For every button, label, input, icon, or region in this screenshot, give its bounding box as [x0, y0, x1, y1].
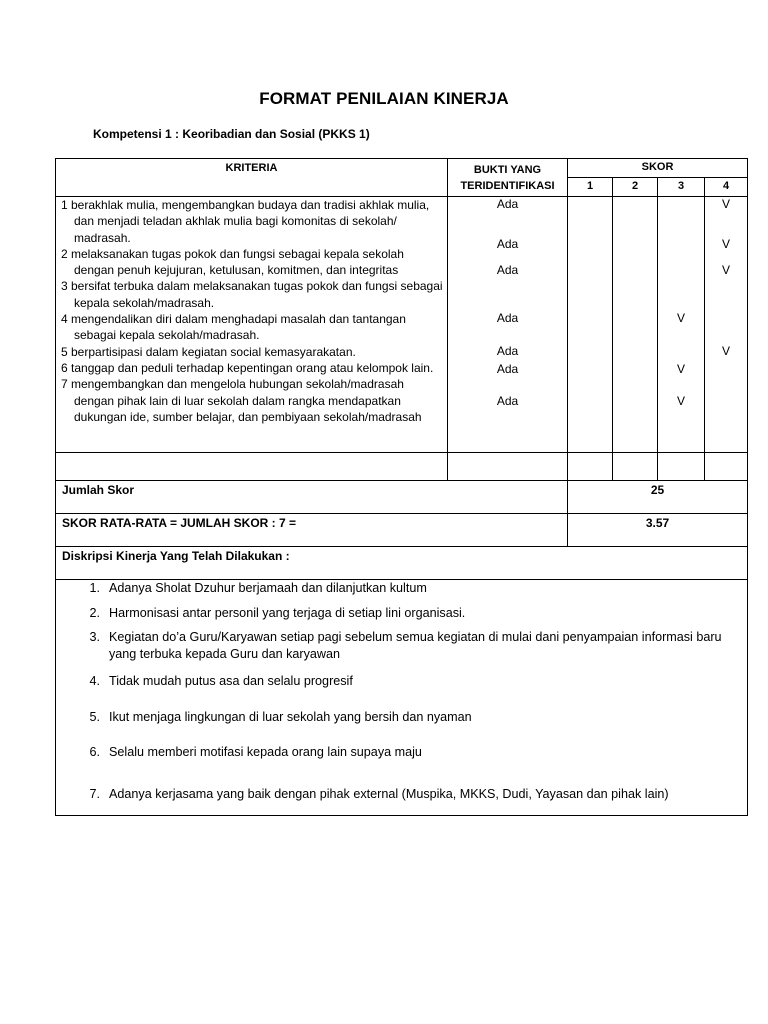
description-text: Harmonisasi antar personil yang terjaga di setiap lini organisasi. — [109, 605, 466, 620]
evidence-value: Ada — [496, 344, 519, 358]
empty-row — [56, 453, 748, 481]
empty-cell — [613, 453, 658, 481]
description-number: 7. — [89, 786, 100, 801]
criteria-header: KRITERIA — [56, 159, 448, 197]
evidence-value: Ada — [496, 394, 519, 408]
evidence-value: Ada — [496, 311, 519, 325]
evidence-header-line1: BUKTI YANG — [473, 164, 542, 176]
score-col-3-header: 3 — [658, 178, 705, 197]
description-number: 4. — [89, 674, 100, 688]
criteria-item: 5 berpartisipasi dalam kegiatan social kemasyarakatan. — [61, 344, 356, 359]
description-list — [86, 580, 741, 802]
check-mark: V — [722, 237, 731, 251]
description-number: 2. — [89, 605, 100, 620]
description-cell — [56, 580, 748, 816]
description-number: 3. — [89, 630, 100, 644]
average-row — [56, 514, 748, 547]
criteria-item: 2 melaksanakan tugas pokok dan fungsi sebagai kepala sekolah dengan penuh kejujuran, ketulusan, komitmen, dan integritas — [61, 246, 404, 278]
criteria-cell — [56, 197, 448, 453]
evidence-value: Ada — [496, 237, 519, 251]
criteria-item: 3 bersifat terbuka dalam melaksanakan tugas pokok dan fungsi sebagai kepala sekolah/madrasah. — [61, 279, 443, 310]
description-text: Kegiatan do’a Guru/Karyawan setiap pagi sebelum semua kegiatan di mulai dani penyampaian informasi baru yang terbuka kepada Guru dan karyawan — [109, 630, 722, 661]
check-mark: V — [676, 362, 685, 376]
score-2-cell — [613, 197, 658, 453]
check-mark: V — [676, 394, 685, 408]
total-label: Jumlah Skor — [56, 481, 568, 514]
evidence-value: Ada — [496, 362, 519, 376]
check-mark: V — [676, 311, 685, 325]
description-item — [86, 629, 741, 662]
description-item — [86, 605, 741, 622]
score-col-1-header: 1 — [568, 178, 613, 197]
description-text: Adanya Sholat Dzuhur berjamaah dan dilanjutkan kultum — [109, 581, 427, 595]
score-col-2-header: 2 — [613, 178, 658, 197]
evidence-value: Ada — [496, 263, 519, 277]
description-number: 6. — [89, 745, 100, 759]
description-row — [56, 580, 748, 816]
check-mark: V — [722, 344, 731, 358]
score-3-cell — [658, 197, 705, 453]
description-number: 1. — [89, 581, 100, 595]
criteria-item: 1 berakhlak mulia, mengembangkan budaya dan tradisi akhlak mulia, dan menjadi teladan akhlak mulia bagi komonitas di sekolah/ madrasah. — [61, 198, 430, 245]
empty-cell — [658, 453, 705, 481]
total-value: 25 — [568, 481, 748, 514]
evidence-cell — [448, 197, 568, 453]
page-title: FORMAT PENILAIAN KINERJA — [259, 89, 509, 108]
criteria-item: 4 mengendalikan diri dalam menghadapi masalah dan tantangan sebagai kepala sekolah/madrasah. — [61, 312, 406, 343]
score-col-4-header: 4 — [705, 178, 748, 197]
description-text: Tidak mudah putus asa dan selalu progresif — [109, 674, 353, 688]
criteria-row — [56, 197, 748, 453]
score-1-cell — [568, 197, 613, 453]
description-text: Adanya kerjasama yang baik dengan pihak external (Muspika, MKKS, Dudi, Yayasan dan pihak lain) — [109, 786, 669, 801]
description-header-row — [56, 547, 748, 580]
check-mark: V — [722, 263, 731, 277]
score-header: SKOR — [568, 159, 748, 178]
description-text: Ikut menjaga lingkungan di luar sekolah yang bersih dan nyaman — [109, 709, 472, 724]
criteria-list — [61, 197, 443, 425]
criteria-item: 7 mengembangkan dan mengelola hubungan sekolah/madrasah dengan pihak lain di luar sekolah dalam rangka mendapatkan dukungan ide, sumber belajar, dan pembiyaan sekolah/madrasah — [61, 377, 422, 424]
description-item — [86, 786, 741, 803]
evidence-header-line2: TERIDENTIFIKASI — [460, 180, 555, 192]
assessment-table — [55, 158, 748, 816]
empty-cell — [705, 453, 748, 481]
average-label: SKOR RATA-RATA = JUMLAH SKOR : 7 = — [56, 514, 568, 547]
description-text: Selalu memberi motifasi kepada orang lain supaya maju — [109, 745, 422, 759]
average-value: 3.57 — [568, 514, 748, 547]
empty-cell — [568, 453, 613, 481]
criteria-item: 6 tanggap dan peduli terhadap kepentingan orang atau kelompok lain. — [61, 360, 434, 375]
description-item — [86, 580, 741, 597]
check-mark: V — [722, 197, 731, 211]
score-4-cell — [705, 197, 748, 453]
empty-cell — [448, 453, 568, 481]
description-number: 5. — [89, 709, 100, 724]
competency-subtitle: Kompetensi 1 : Keoribadian dan Sosial (PKKS 1) — [93, 127, 370, 141]
empty-cell — [56, 453, 448, 481]
description-item — [86, 744, 741, 761]
description-label: Diskripsi Kinerja Yang Telah Dilakukan : — [56, 547, 748, 580]
description-item — [86, 709, 741, 726]
description-item — [86, 673, 741, 690]
total-row — [56, 481, 748, 514]
evidence-value: Ada — [496, 197, 519, 211]
evidence-header — [448, 159, 568, 197]
